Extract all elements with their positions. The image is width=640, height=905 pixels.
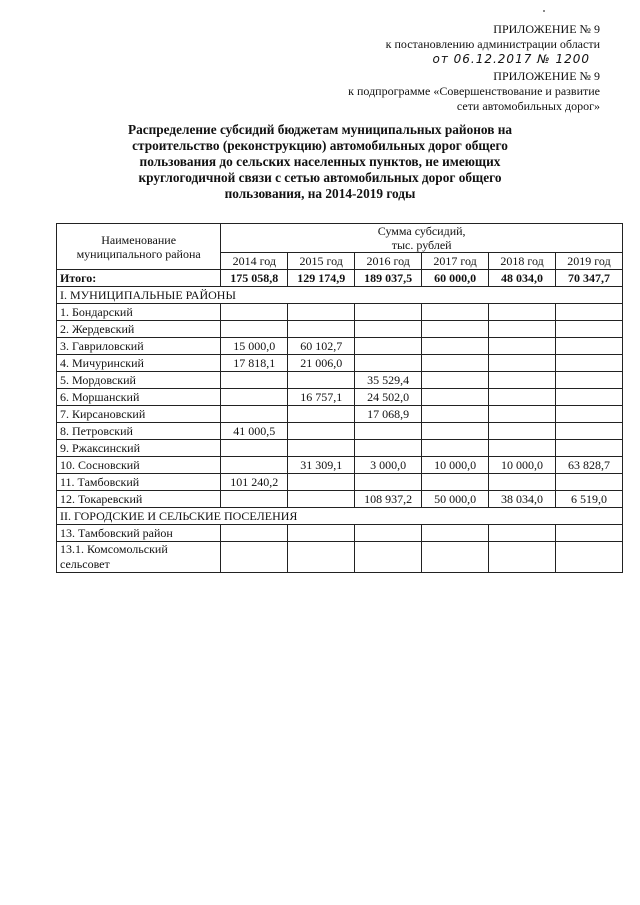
value-cell [355, 423, 422, 440]
value-cell: 6 519,0 [556, 491, 623, 508]
value-cell [288, 406, 355, 423]
year-header: 2014 год [221, 253, 288, 270]
value-cell [422, 389, 489, 406]
value-cell: 10 000,0 [422, 457, 489, 474]
table-row [57, 372, 623, 389]
document-header [348, 22, 600, 114]
table-row [57, 304, 623, 321]
table-row [57, 474, 623, 491]
resolution-reference: к постановлению администрации области [385, 37, 600, 51]
value-cell [221, 304, 288, 321]
row-name: 1. Бондарский [57, 304, 221, 321]
value-cell [288, 542, 355, 573]
value-cell [355, 338, 422, 355]
value-cell [422, 321, 489, 338]
value-cell [489, 304, 556, 321]
value-cell [422, 440, 489, 457]
value-cell [422, 474, 489, 491]
value-cell [489, 355, 556, 372]
value-cell [288, 474, 355, 491]
value-cell [556, 372, 623, 389]
value-cell [221, 389, 288, 406]
value-cell [489, 440, 556, 457]
value-cell: 16 757,1 [288, 389, 355, 406]
value-cell [288, 321, 355, 338]
value-cell [556, 474, 623, 491]
value-cell: 35 529,4 [355, 372, 422, 389]
row-name: 4. Мичуринский [57, 355, 221, 372]
row-name: 11. Тамбовский [57, 474, 221, 491]
year-header: 2017 год [422, 253, 489, 270]
year-header: 2016 год [355, 253, 422, 270]
year-header: 2018 год [489, 253, 556, 270]
value-cell [355, 304, 422, 321]
value-cell: 129 174,9 [288, 270, 355, 287]
value-cell [556, 355, 623, 372]
value-cell: 31 309,1 [288, 457, 355, 474]
sum-header-line1: Сумма субсидий, [377, 224, 466, 238]
value-cell [355, 542, 422, 573]
value-cell: 101 240,2 [221, 474, 288, 491]
value-cell [489, 406, 556, 423]
value-cell [489, 542, 556, 573]
value-cell [422, 338, 489, 355]
year-header: 2019 год [556, 253, 623, 270]
value-cell [221, 525, 288, 542]
table-row [57, 542, 623, 573]
value-cell [288, 491, 355, 508]
value-cell [221, 321, 288, 338]
value-cell: 70 347,7 [556, 270, 623, 287]
value-cell [221, 372, 288, 389]
value-cell [288, 440, 355, 457]
table-row [57, 270, 623, 287]
value-cell: 21 006,0 [288, 355, 355, 372]
subsidy-table [56, 223, 623, 573]
value-cell: 48 034,0 [489, 270, 556, 287]
row-name: 8. Петровский [57, 423, 221, 440]
appendix-label-2: ПРИЛОЖЕНИЕ № 9 [493, 69, 600, 83]
value-cell [355, 474, 422, 491]
value-cell: 17 068,9 [355, 406, 422, 423]
value-cell [556, 525, 623, 542]
value-cell: 50 000,0 [422, 491, 489, 508]
value-cell: 108 937,2 [355, 491, 422, 508]
table-row [57, 338, 623, 355]
value-cell [221, 406, 288, 423]
handwritten-date-number: от 06.12.2017 № 1200 [432, 52, 590, 66]
row-name: 7. Кирсановский [57, 406, 221, 423]
value-cell: 41 000,5 [221, 423, 288, 440]
row-name: 9. Ржаксинский [57, 440, 221, 457]
table-row [57, 491, 623, 508]
value-cell [556, 406, 623, 423]
table-row [57, 406, 623, 423]
section-row [57, 287, 623, 304]
value-cell [556, 389, 623, 406]
scan-speck [543, 10, 545, 12]
value-cell [288, 304, 355, 321]
value-cell [221, 457, 288, 474]
value-cell: 15 000,0 [221, 338, 288, 355]
row-name: 12. Токаревский [57, 491, 221, 508]
value-cell: 17 818,1 [221, 355, 288, 372]
value-cell [422, 304, 489, 321]
table-row [57, 355, 623, 372]
value-cell [355, 321, 422, 338]
value-cell: 24 502,0 [355, 389, 422, 406]
row-name: 13.1. Комсомольский сельсовет [57, 542, 221, 573]
section-heading: I. МУНИЦИПАЛЬНЫЕ РАЙОНЫ [57, 287, 623, 304]
table-row [57, 321, 623, 338]
value-cell: 3 000,0 [355, 457, 422, 474]
value-cell [221, 440, 288, 457]
value-cell [556, 542, 623, 573]
subprogram-reference-2: сети автомобильных дорог» [456, 99, 600, 113]
value-cell [355, 525, 422, 542]
value-cell [221, 491, 288, 508]
value-cell [422, 525, 489, 542]
value-cell [556, 423, 623, 440]
value-cell [489, 525, 556, 542]
section-heading: II. ГОРОДСКИЕ И СЕЛЬСКИЕ ПОСЕЛЕНИЯ [57, 508, 623, 525]
row-name: 13. Тамбовский район [57, 525, 221, 542]
value-cell [556, 304, 623, 321]
value-cell [489, 423, 556, 440]
value-cell: 10 000,0 [489, 457, 556, 474]
row-name: 5. Мордовский [57, 372, 221, 389]
value-cell [556, 338, 623, 355]
sum-header-line2: тыс. рублей [391, 238, 452, 252]
value-cell [355, 440, 422, 457]
value-cell: 63 828,7 [556, 457, 623, 474]
value-cell [288, 423, 355, 440]
appendix-label: ПРИЛОЖЕНИЕ № 9 [493, 22, 600, 36]
table-row [57, 423, 623, 440]
value-cell: 175 058,8 [221, 270, 288, 287]
value-cell [489, 321, 556, 338]
value-cell: 60 102,7 [288, 338, 355, 355]
value-cell: 189 037,5 [355, 270, 422, 287]
table-row [57, 457, 623, 474]
table-row [57, 525, 623, 542]
value-cell [422, 355, 489, 372]
table-row [57, 440, 623, 457]
row-name: 6. Моршанский [57, 389, 221, 406]
column-header-name: Наименование муниципального района [57, 224, 221, 270]
table-body [57, 270, 623, 573]
value-cell: 60 000,0 [422, 270, 489, 287]
table-row [57, 389, 623, 406]
value-cell [556, 321, 623, 338]
value-cell [288, 372, 355, 389]
year-header: 2015 год [288, 253, 355, 270]
value-cell [556, 440, 623, 457]
row-name: 2. Жердевский [57, 321, 221, 338]
value-cell [422, 423, 489, 440]
value-cell [489, 474, 556, 491]
value-cell [489, 372, 556, 389]
row-name: 10. Сосновский [57, 457, 221, 474]
value-cell [489, 389, 556, 406]
column-header-sum [221, 224, 623, 253]
row-name: 3. Гавриловский [57, 338, 221, 355]
row-name: Итого: [57, 270, 221, 287]
value-cell: 38 034,0 [489, 491, 556, 508]
value-cell [489, 338, 556, 355]
value-cell [422, 406, 489, 423]
value-cell [422, 542, 489, 573]
value-cell [221, 542, 288, 573]
document-title: Распределение субсидий бюджетам муниципальных районов на строительство (реконструкцию) автомобильных дорог общего пользования до сельских населенных пунктов, не имеющих круглогодичной связи с сетью автомобильных дорог общего пользования, на 2014-2019 годы [127, 122, 513, 201]
value-cell [355, 355, 422, 372]
value-cell [422, 372, 489, 389]
section-row [57, 508, 623, 525]
value-cell [288, 525, 355, 542]
subprogram-reference: к подпрограмме «Совершенствование и развитие [348, 84, 600, 98]
